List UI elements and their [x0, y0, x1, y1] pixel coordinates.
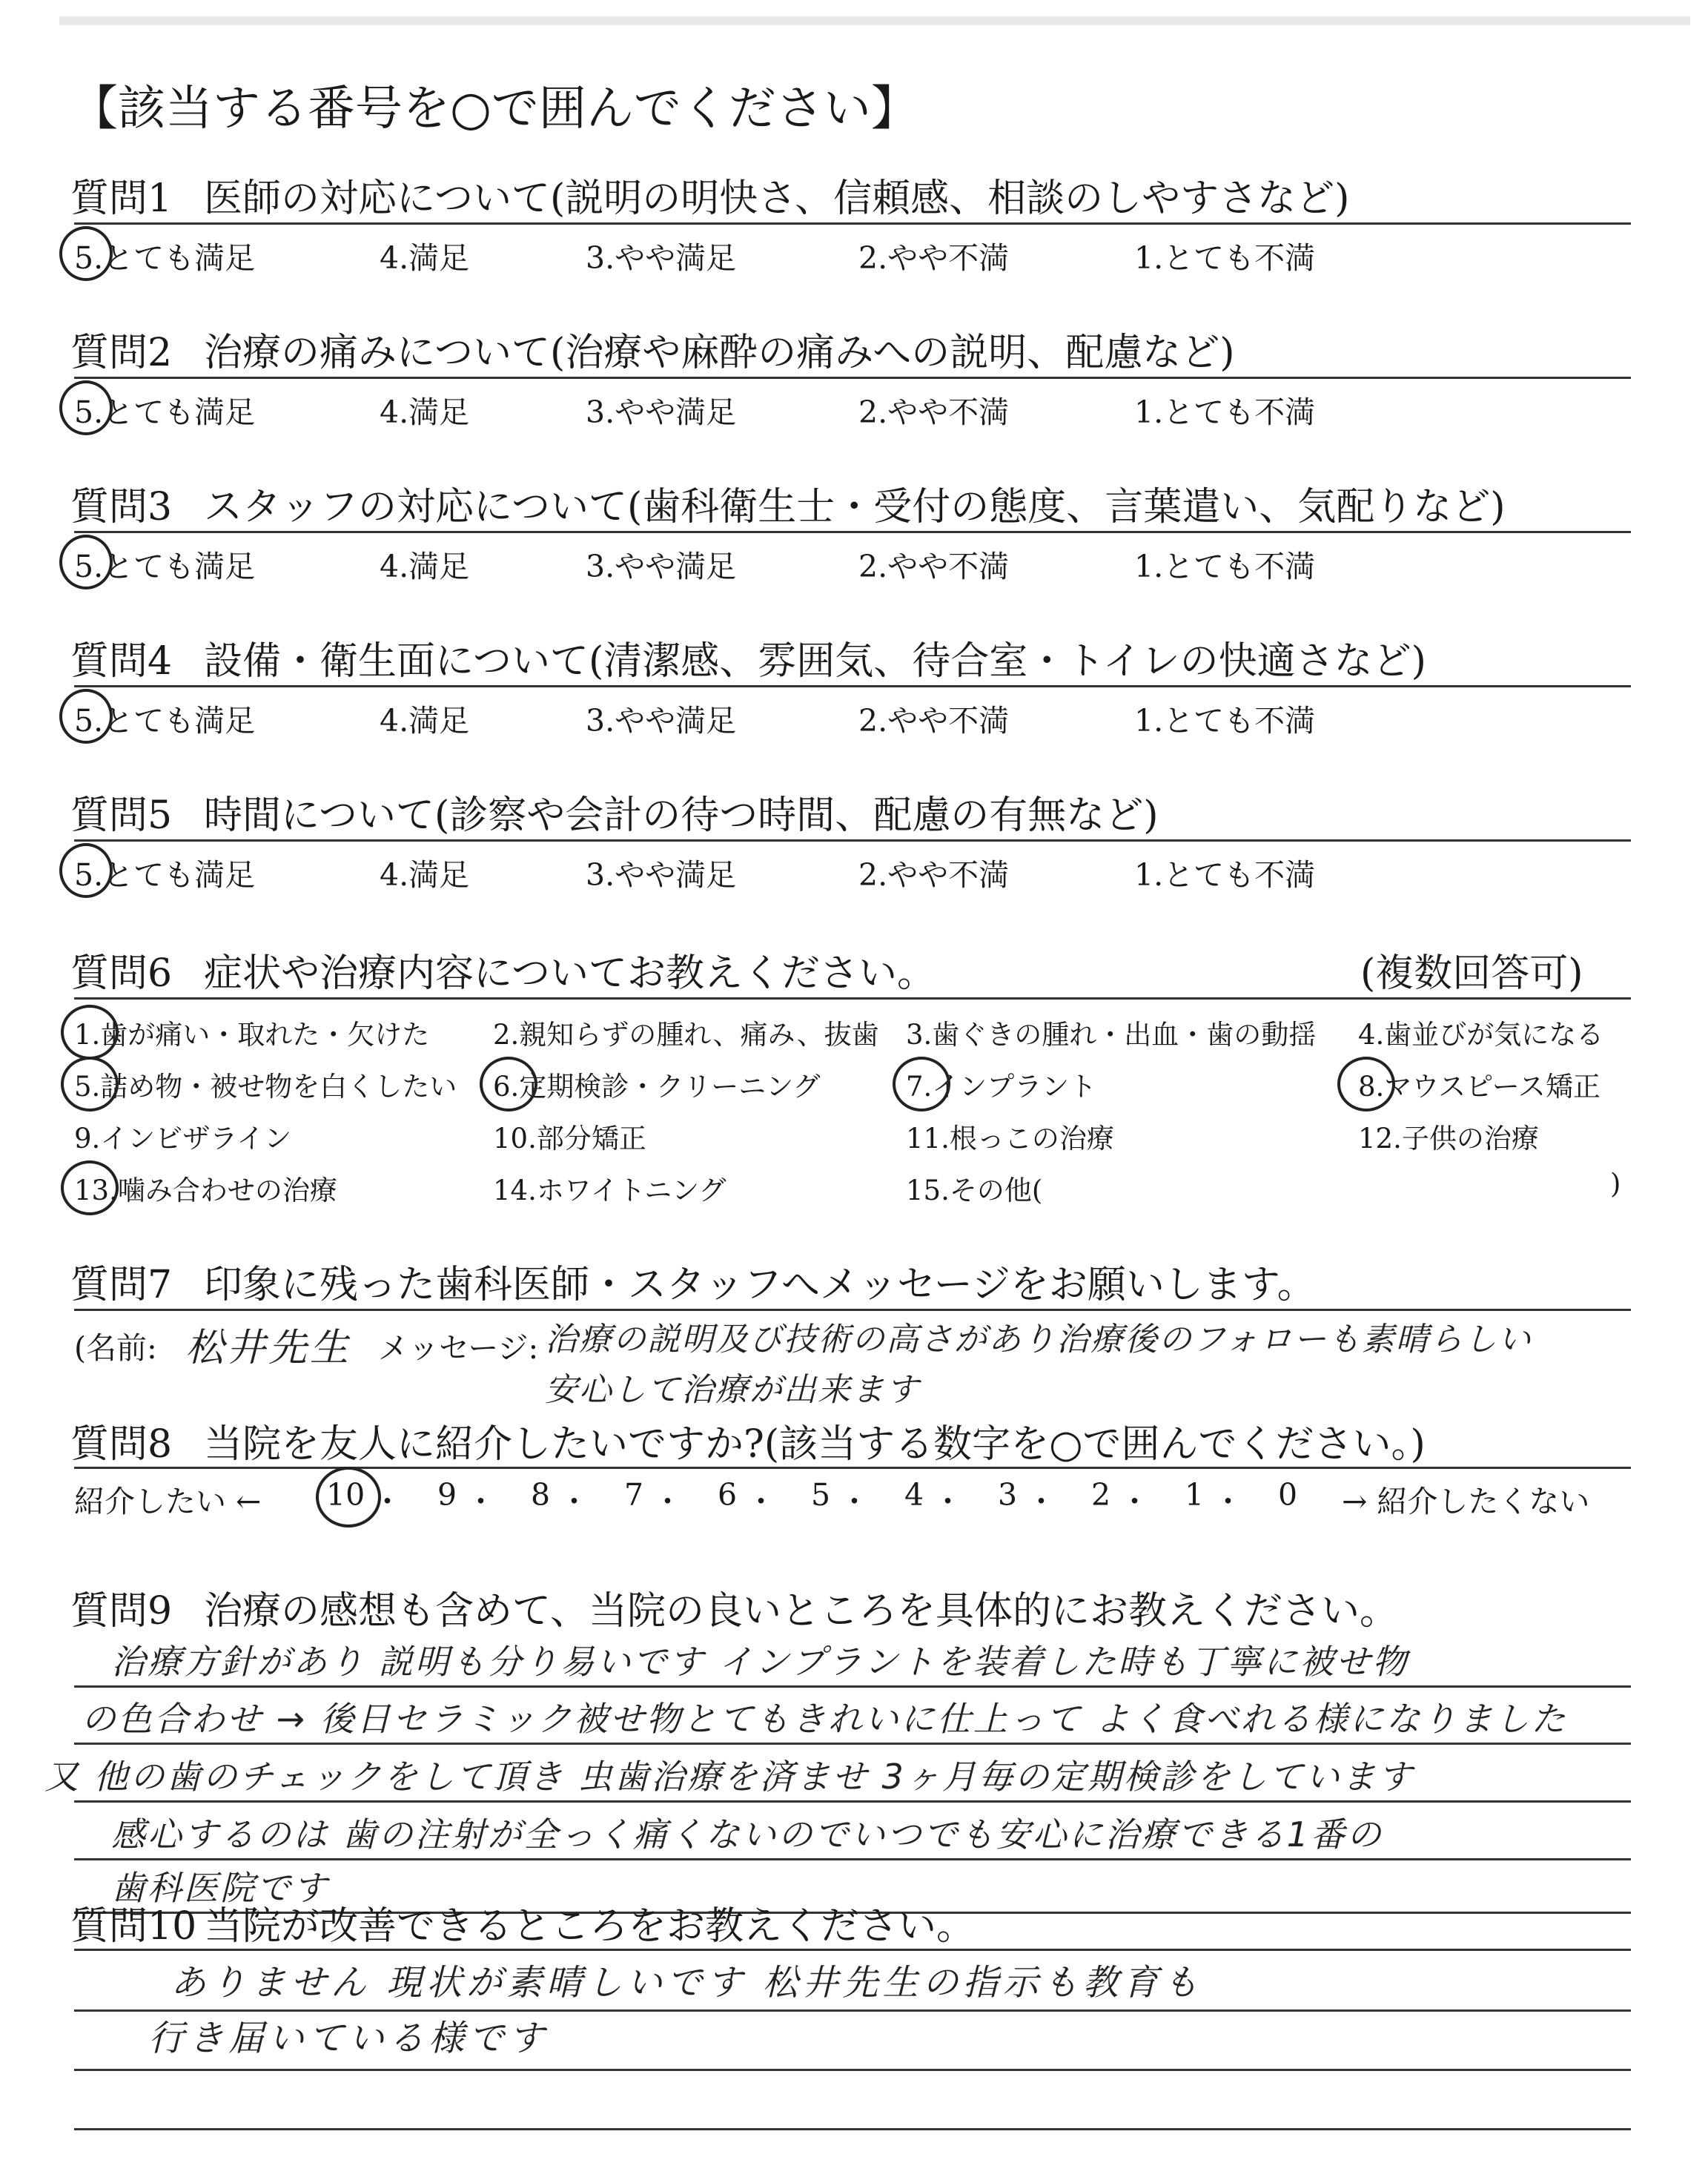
- q2-selected-circle: [59, 380, 113, 435]
- q8-value-9[interactable]: 9: [437, 1477, 457, 1513]
- q3-option-2[interactable]: 2.やや不満: [858, 549, 1010, 584]
- q6-option-11[interactable]: 11.根っこの治療: [906, 1123, 1114, 1155]
- q1-rule: [74, 222, 1631, 225]
- q1-selected-circle: [59, 226, 113, 281]
- q1-option-2[interactable]: 2.やや不満: [858, 240, 1010, 276]
- q6-option-7[interactable]: 7.インプラント: [906, 1071, 1097, 1103]
- q6-option-12[interactable]: 12.子供の治療: [1358, 1123, 1539, 1155]
- q9-answer-line-4: 感心するのは 歯の注射が全っく痛くないのでいつでも安心に治療できる1番の: [111, 1814, 1383, 1855]
- q3-selected-circle: [59, 535, 113, 589]
- q6-option-15[interactable]: 15.その他(: [906, 1175, 1043, 1206]
- q6-option-3[interactable]: 3.歯ぐきの腫れ・出血・歯の動揺: [906, 1019, 1317, 1051]
- q3-label: 質問3: [70, 485, 173, 529]
- q3-option-3[interactable]: 3.やや満足: [586, 549, 737, 584]
- q4-rule: [74, 685, 1631, 687]
- form-title: 【該当する番号を○で囲んでください】: [70, 82, 918, 136]
- q8-separator: ・: [1213, 1484, 1243, 1519]
- q6-option-10[interactable]: 10.部分矯正: [493, 1123, 646, 1155]
- q9-rule-4: [74, 1858, 1631, 1860]
- q9-rule-2: [74, 1743, 1631, 1745]
- q8-value-6[interactable]: 6: [718, 1477, 738, 1513]
- q10-rule-3: [74, 2069, 1631, 2071]
- q6-selected-circle-1: [61, 1005, 119, 1060]
- q5-option-4[interactable]: 4.満足: [380, 857, 470, 893]
- q6-option-6[interactable]: 6.定期検診・クリーニング: [493, 1071, 821, 1103]
- q1-option-5[interactable]: 5.とても満足: [74, 240, 256, 276]
- q2-label: 質問2: [70, 331, 173, 375]
- q3-text: スタッフの対応について(歯科衛生士・受付の態度、言葉遣い、気配りなど): [204, 485, 1506, 529]
- q5-rule: [74, 839, 1631, 842]
- q4-option-1[interactable]: 1.とても不満: [1134, 703, 1316, 739]
- q9-answer-line-3: 又 他の歯のチェックをして頂き 虫歯治療を済ませ 3ヶ月毎の定期検診をしています: [44, 1757, 1414, 1797]
- q3-option-4[interactable]: 4.満足: [380, 549, 470, 584]
- q10-text: 当院が改善できるところをお教えください。: [204, 1904, 976, 1949]
- q6-option-13[interactable]: 13.噛み合わせの治療: [74, 1175, 337, 1206]
- q8-selected-circle: [316, 1467, 381, 1527]
- q8-value-7[interactable]: 7: [624, 1477, 644, 1513]
- q5-selected-circle: [59, 843, 113, 898]
- q6-selected-circle-2: [61, 1057, 119, 1112]
- q6-option-4[interactable]: 4.歯並びが気になる: [1358, 1019, 1604, 1051]
- q5-option-2[interactable]: 2.やや不満: [858, 857, 1010, 893]
- q8-separator: ・: [652, 1484, 683, 1519]
- q2-text: 治療の痛みについて(治療や麻酔の痛みへの説明、配慮など): [204, 331, 1235, 375]
- q7-text: 印象に残った歯科医師・スタッフへメッセージをお願いします。: [204, 1263, 1316, 1307]
- q4-selected-circle: [59, 689, 113, 744]
- q4-option-3[interactable]: 3.やや満足: [586, 703, 737, 739]
- q8-value-8[interactable]: 8: [531, 1477, 551, 1513]
- q4-text: 設備・衛生面について(清潔感、雰囲気、待合室・トイレの快適さなど): [204, 639, 1426, 684]
- q7-message-line2: 安心して治療が出来ます: [545, 1371, 920, 1409]
- q4-label: 質問4: [70, 639, 173, 684]
- q4-option-5[interactable]: 5.とても満足: [74, 703, 256, 739]
- q8-separator: ・: [1119, 1484, 1150, 1519]
- q10-rule-2: [74, 2009, 1631, 2012]
- q9-answer-line-5: 歯科医院です: [111, 1868, 329, 1908]
- q1-option-4[interactable]: 4.満足: [380, 240, 470, 276]
- q9-text: 治療の感想も含めて、当院の良いところを具体的にお教えください。: [204, 1589, 1398, 1634]
- q8-separator: ・: [746, 1484, 776, 1519]
- q6-option-14[interactable]: 14.ホワイトニング: [493, 1175, 726, 1206]
- q8-separator: ・: [839, 1484, 870, 1519]
- q9-answer-line-2: の色合わせ → 後日セラミック被せ物とてもきれいに仕上って よく食べれる様になりました: [82, 1699, 1568, 1739]
- q3-rule: [74, 531, 1631, 533]
- q8-left-label: 紹介したい ←: [74, 1484, 262, 1519]
- q6-selected-circle-6: [61, 1160, 119, 1215]
- q9-answer-line-1: 治療方針があり 説明も分り易いです インプラントを装着した時も丁寧に被せ物: [111, 1642, 1409, 1682]
- q4-option-4[interactable]: 4.満足: [380, 703, 470, 739]
- q8-value-1[interactable]: 1: [1185, 1477, 1205, 1513]
- q6-option-9[interactable]: 9.インビザライン: [74, 1123, 292, 1155]
- q1-option-1[interactable]: 1.とても不満: [1134, 240, 1316, 276]
- q8-text: 当院を友人に紹介したいですか?(該当する数字を○で囲んでください。): [204, 1422, 1426, 1467]
- q7-message-line1: 治療の説明及び技術の高さがあり治療後のフォローも素晴らしい: [545, 1321, 1532, 1358]
- q9-label: 質問9: [70, 1589, 173, 1634]
- q9-rule-3: [74, 1800, 1631, 1803]
- q1-label: 質問1: [70, 176, 173, 221]
- q10-label: 質問10: [70, 1904, 197, 1949]
- q7-name-prefix: (名前:: [74, 1330, 157, 1366]
- q8-separator: ・: [372, 1484, 403, 1519]
- q6-option-5[interactable]: 5.詰め物・被せ物を白くしたい: [74, 1071, 457, 1103]
- q7-label: 質問7: [70, 1263, 173, 1307]
- scan-top-edge: [59, 16, 1690, 25]
- q8-value-4[interactable]: 4: [904, 1477, 924, 1513]
- q2-option-2[interactable]: 2.やや不満: [858, 394, 1010, 430]
- q8-separator: ・: [466, 1484, 496, 1519]
- q7-message-prefix: メッセージ:: [378, 1330, 539, 1366]
- q6-label: 質問6: [70, 951, 173, 996]
- q5-text: 時間について(診察や会計の待つ時間、配慮の有無など): [204, 793, 1159, 838]
- q2-rule: [74, 377, 1631, 379]
- q5-label: 質問5: [70, 793, 173, 838]
- q8-value-0[interactable]: 0: [1278, 1477, 1298, 1513]
- q8-separator: ・: [559, 1484, 589, 1519]
- q1-option-3[interactable]: 3.やや満足: [586, 240, 737, 276]
- q6-selected-circle-5: [1337, 1057, 1395, 1112]
- q6-note: (複数回答可): [1360, 951, 1583, 996]
- q8-value-10[interactable]: 10: [326, 1477, 365, 1513]
- q10-rule-1: [74, 1949, 1631, 1951]
- q9-rule-1: [74, 1685, 1631, 1688]
- q10-answer-line-2: 行き届いている様です: [148, 2018, 549, 2059]
- q8-separator: ・: [1026, 1484, 1056, 1519]
- q8-value-2[interactable]: 2: [1091, 1477, 1111, 1513]
- q2-option-4[interactable]: 4.満足: [380, 394, 470, 430]
- q6-selected-circle-4: [893, 1057, 950, 1112]
- q5-option-1[interactable]: 1.とても不満: [1134, 857, 1316, 893]
- q5-option-5[interactable]: 5.とても満足: [74, 857, 256, 893]
- q6-text: 症状や治療内容についてお教えください。: [204, 951, 936, 996]
- q4-option-2[interactable]: 2.やや不満: [858, 703, 1010, 739]
- q10-rule-4: [74, 2128, 1631, 2130]
- q6-rule: [74, 997, 1631, 1000]
- q8-label: 質問8: [70, 1422, 173, 1467]
- q3-option-1[interactable]: 1.とても不満: [1134, 549, 1316, 584]
- q6-option-1[interactable]: 1.歯が痛い・取れた・欠けた: [74, 1019, 430, 1051]
- q10-answer-line-1: ありません 現状が素晴しいです 松井先生の指示も教育も: [171, 1962, 1203, 2004]
- q8-rule: [74, 1467, 1631, 1469]
- q8-right-label: → 紹介したくない: [1342, 1484, 1590, 1519]
- q5-option-3[interactable]: 3.やや満足: [586, 857, 737, 893]
- q2-option-3[interactable]: 3.やや満足: [586, 394, 737, 430]
- q2-option-1[interactable]: 1.とても不満: [1134, 394, 1316, 430]
- q6-other-close-paren: ): [1610, 1168, 1621, 1200]
- q8-separator: ・: [933, 1484, 963, 1519]
- q3-option-5[interactable]: 5.とても満足: [74, 549, 256, 584]
- q1-text: 医師の対応について(説明の明快さ、信頼感、相談のしやすさなど): [204, 176, 1350, 221]
- q6-option-2[interactable]: 2.親知らずの腫れ、痛み、抜歯: [493, 1019, 879, 1051]
- q6-option-8[interactable]: 8.マウスピース矯正: [1358, 1071, 1601, 1103]
- q6-selected-circle-3: [480, 1057, 537, 1112]
- q7-rule: [74, 1309, 1631, 1311]
- q7-name-value: 松井先生: [185, 1326, 352, 1370]
- q8-value-3[interactable]: 3: [998, 1477, 1018, 1513]
- q8-value-5[interactable]: 5: [811, 1477, 831, 1513]
- q2-option-5[interactable]: 5.とても満足: [74, 394, 256, 430]
